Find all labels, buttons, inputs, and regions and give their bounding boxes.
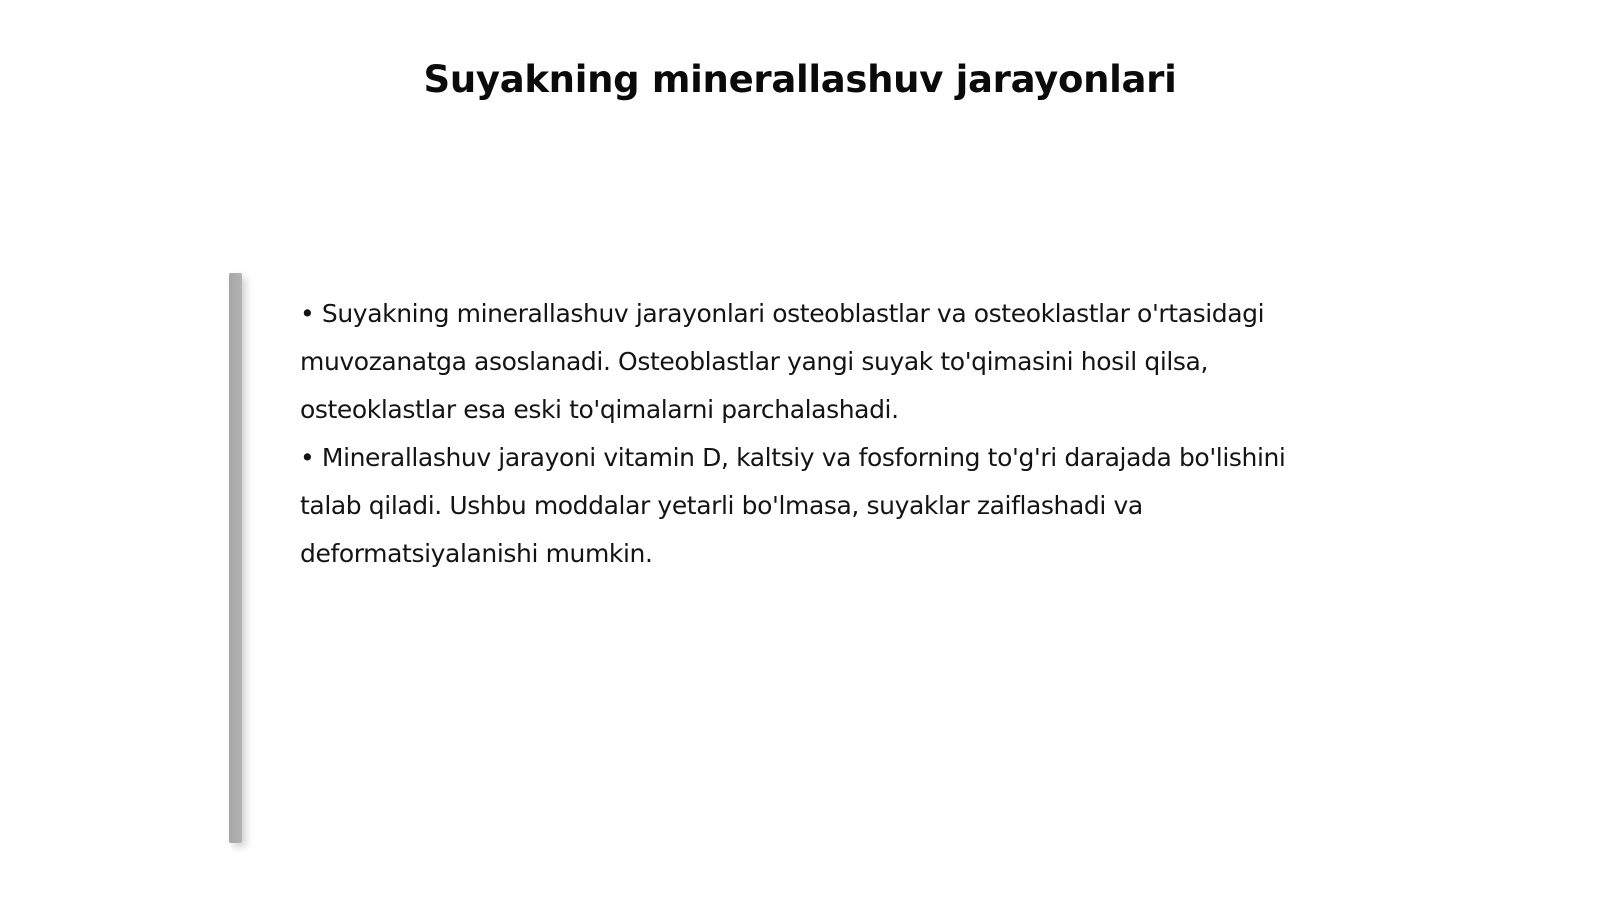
accent-bar (229, 273, 242, 843)
slide-content (300, 290, 1300, 578)
bullet-item: • Suyakning minerallashuv jarayonlari osteoblastlar va osteoklastlar o'rtasidagi muvozanatga asoslanadi. Osteoblastlar yangi suyak to'qimasini hosil qilsa, osteoklastlar esa eski to'qimalarni parchalashadi. (300, 299, 1265, 424)
bullet-item: • Minerallashuv jarayoni vitamin D, kaltsiy va fosforning to'g'ri darajada bo'lishini talab qiladi. Ushbu moddalar yetarli bo'lmasa, suyaklar zaiflashadi va deformatsiyalanishi mumkin. (300, 443, 1286, 568)
slide-title: Suyakning minerallashuv jarayonlari (423, 58, 1177, 101)
